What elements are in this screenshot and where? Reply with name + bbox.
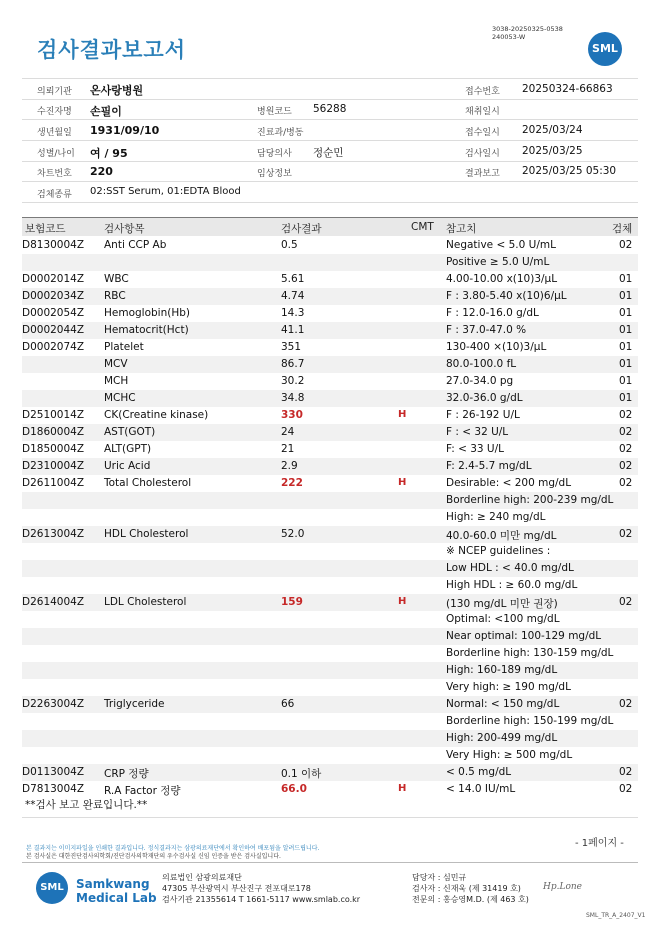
table-row xyxy=(22,730,638,747)
receipt-no-value: 20250324-66863 xyxy=(522,83,613,95)
specimen-label: 검체종류 xyxy=(37,190,72,200)
cell-result: 34.8 xyxy=(281,392,305,404)
table-row xyxy=(22,543,638,560)
report-title: 검사결과보고서 xyxy=(37,38,187,62)
cell-ref: 40.0-60.0 미만 mg/dL xyxy=(446,530,557,542)
table-row xyxy=(22,305,638,322)
cell-result: 66.0 xyxy=(281,783,307,795)
cell-code: D0113004Z xyxy=(22,766,85,778)
divider xyxy=(22,140,638,141)
table-row xyxy=(22,271,638,288)
brand-line: Samkwang xyxy=(76,877,150,891)
cell-result: 351 xyxy=(281,341,302,353)
table-row xyxy=(22,407,638,424)
document-id xyxy=(492,25,563,41)
cell-result: 21 xyxy=(281,443,295,455)
cell-name: Anti CCP Ab xyxy=(104,239,167,251)
cell-spec: 01 xyxy=(619,341,633,353)
cell-name: AST(GOT) xyxy=(104,426,156,438)
cell-result: 330 xyxy=(281,409,303,421)
cell-name: CK(Creatine kinase) xyxy=(104,409,209,421)
receipt-date-value: 2025/03/24 xyxy=(522,124,583,136)
cell-cmt: H xyxy=(398,477,407,488)
cell-code: D0002074Z xyxy=(22,341,85,353)
cell-ref: Desirable: < 200 mg/dL xyxy=(446,477,572,489)
doctor-label: 담당의사 xyxy=(257,149,292,159)
cell-name: Uric Acid xyxy=(104,460,151,472)
cell-spec: 02 xyxy=(619,698,633,710)
page-number: - 1페이지 - xyxy=(575,838,624,849)
cell-code: D7813004Z xyxy=(22,783,85,795)
divider xyxy=(22,78,638,79)
cell-spec: 01 xyxy=(619,324,633,336)
cell-ref: F : 12.0-16.0 g/dL xyxy=(446,307,539,319)
dept-label: 진료과/병동 xyxy=(257,128,304,138)
divider xyxy=(22,181,638,182)
cell-result: 52.0 xyxy=(281,528,305,540)
divider xyxy=(22,161,638,162)
cell-result: 14.3 xyxy=(281,307,305,319)
table-row xyxy=(22,696,638,713)
cell-ref: F: 2.4-5.7 mg/dL xyxy=(446,460,532,472)
cell-ref: 27.0-34.0 pg xyxy=(446,375,514,387)
footer-note: 본 검사실은 대한진단검사의학회/진단검사의학재단의 우수검사실 신임 인증을 받은 검사실입니다. xyxy=(26,853,281,860)
cell-ref: High: ≥ 240 mg/dL xyxy=(446,511,546,523)
table-row xyxy=(22,237,638,254)
cell-ref: Borderline high: 130-159 mg/dL xyxy=(446,647,614,659)
cell-spec: 01 xyxy=(619,375,633,387)
cell-spec: 02 xyxy=(619,596,633,608)
cell-spec: 02 xyxy=(619,528,633,540)
cell-spec: 02 xyxy=(619,766,633,778)
header-code: 보험코드 xyxy=(25,223,66,235)
table-row xyxy=(22,288,638,305)
cell-name: Triglyceride xyxy=(104,698,165,710)
footer-sml-logo: SML xyxy=(36,872,68,904)
cell-code: D0002034Z xyxy=(22,290,85,302)
cell-ref: Optimal: <100 mg/dL xyxy=(446,613,560,625)
cell-code: D2614004Z xyxy=(22,596,85,608)
cell-ref: High: 160-189 mg/dL xyxy=(446,664,558,676)
cell-name: Hemoglobin(Hb) xyxy=(104,307,191,319)
table-row xyxy=(22,526,638,543)
receipt-no-label: 접수번호 xyxy=(465,87,500,97)
cell-name: Platelet xyxy=(104,341,144,353)
form-code: SML_TR_A_2407_V1 xyxy=(586,912,646,919)
table-row xyxy=(22,339,638,356)
cell-ref: F: < 33 U/L xyxy=(446,443,505,455)
cell-ref: 4.00-10.00 x(10)3/μL xyxy=(446,273,558,285)
cell-code: D0002054Z xyxy=(22,307,85,319)
header-result: 검사결과 xyxy=(281,223,322,235)
specimen-value: 02:SST Serum, 01:EDTA Blood xyxy=(90,186,241,197)
cell-ref: 130-400 ×(10)3/μL xyxy=(446,341,547,353)
cell-code: D2510014Z xyxy=(22,409,85,421)
cell-spec: 02 xyxy=(619,239,633,251)
cell-ref: < 0.5 mg/dL xyxy=(446,766,512,778)
signers xyxy=(412,872,529,905)
cell-name: LDL Cholesterol xyxy=(104,596,187,608)
cell-ref: High HDL : ≥ 60.0 mg/dL xyxy=(446,579,578,591)
cell-ref: Positive ≥ 5.0 U/mL xyxy=(446,256,550,268)
divider xyxy=(22,119,638,120)
cell-spec: 02 xyxy=(619,426,633,438)
cell-result: 0.1 이하 xyxy=(281,768,322,780)
cell-code: D0002044Z xyxy=(22,324,85,336)
cell-name: RBC xyxy=(104,290,126,302)
table-row xyxy=(22,322,638,339)
cell-name: ALT(GPT) xyxy=(104,443,152,455)
divider xyxy=(22,217,638,218)
cell-ref: Normal: < 150 mg/dL xyxy=(446,698,560,710)
cell-name: CRP 정량 xyxy=(104,768,149,780)
divider xyxy=(22,862,638,863)
test-date-value: 2025/03/25 xyxy=(522,145,583,157)
signer-line: 전문의 : 홍승영M.D. (제 463 호) xyxy=(412,895,529,904)
test-date-label: 검사일시 xyxy=(465,149,500,159)
institution-value: 온사랑병원 xyxy=(90,84,144,97)
cell-ref: ※ NCEP guidelines : xyxy=(446,545,551,557)
cell-ref: Very High: ≥ 500 mg/dL xyxy=(446,749,573,761)
divider xyxy=(22,817,638,818)
sex-age-label: 성별/나이 xyxy=(37,149,75,159)
collect-label: 채취일시 xyxy=(465,107,500,117)
signer-line: 담당자 : 심민규 xyxy=(412,873,467,882)
table-row xyxy=(22,356,638,373)
signature: Hp.Lone xyxy=(543,882,582,892)
table-row xyxy=(22,458,638,475)
header-spec: 검체 xyxy=(612,223,633,235)
clinical-label: 임상정보 xyxy=(257,169,292,179)
hospital-code-label: 병원코드 xyxy=(257,107,292,117)
table-row xyxy=(22,424,638,441)
table-row xyxy=(22,441,638,458)
document-id-line: 240053-W xyxy=(492,33,526,41)
cell-result: 0.5 xyxy=(281,239,298,251)
institution-label: 의뢰기관 xyxy=(37,87,72,97)
cell-cmt: H xyxy=(398,783,407,794)
dob-label: 생년월일 xyxy=(37,128,72,138)
cell-spec: 01 xyxy=(619,392,633,404)
table-row xyxy=(22,254,638,271)
chart-value: 220 xyxy=(90,165,113,178)
table-row xyxy=(22,781,638,798)
table-row xyxy=(22,747,638,764)
cell-spec: 02 xyxy=(619,477,633,489)
header-ref: 참고치 xyxy=(446,223,477,235)
cell-cmt: H xyxy=(398,409,407,420)
cell-code: D2613004Z xyxy=(22,528,85,540)
cell-cmt: H xyxy=(398,596,407,607)
lab-info-line: 검사기관 21355614 T 1661-5117 www.smlab.co.kr xyxy=(162,895,361,904)
cell-code: D0002014Z xyxy=(22,273,85,285)
table-row xyxy=(22,611,638,628)
cell-ref: Borderline high: 150-199 mg/dL xyxy=(446,715,614,727)
cell-spec: 02 xyxy=(619,443,633,455)
cell-name: Hematocrit(Hct) xyxy=(104,324,189,336)
table-row xyxy=(22,373,638,390)
table-row xyxy=(22,577,638,594)
cell-spec: 01 xyxy=(619,358,633,370)
cell-code: D2310004Z xyxy=(22,460,85,472)
cell-result: 30.2 xyxy=(281,375,305,387)
cell-ref: Very high: ≥ 190 mg/dL xyxy=(446,681,571,693)
footer-note: 본 결과지는 이미지파일을 인쇄한 결과입니다. 정식결과지는 삼광의료재단에서 확인하여 배포됨을 알려드립니다. xyxy=(26,845,320,852)
cell-spec: 01 xyxy=(619,307,633,319)
cell-spec: 01 xyxy=(619,290,633,302)
table-row xyxy=(22,560,638,577)
report-value: 2025/03/25 05:30 xyxy=(522,165,617,177)
cell-ref: 32.0-36.0 g/dL xyxy=(446,392,523,404)
table-row xyxy=(22,764,638,781)
cell-name: MCHC xyxy=(104,392,136,404)
cell-code: D1850004Z xyxy=(22,443,85,455)
cell-name: Total Cholesterol xyxy=(104,477,192,489)
cell-result: 2.9 xyxy=(281,460,298,472)
cell-ref: < 14.0 IU/mL xyxy=(446,783,516,795)
footer-brand xyxy=(76,877,157,905)
cell-code: D2611004Z xyxy=(22,477,85,489)
cell-ref: (130 mg/dL 미만 권장) xyxy=(446,598,558,610)
cell-ref: F : < 32 U/L xyxy=(446,426,509,438)
cell-ref: Low HDL : < 40.0 mg/dL xyxy=(446,562,574,574)
patient-value: 손필이 xyxy=(90,105,122,118)
cell-name: WBC xyxy=(104,273,129,285)
cell-result: 159 xyxy=(281,596,303,608)
cell-code: D8130004Z xyxy=(22,239,85,251)
cell-result: 222 xyxy=(281,477,303,489)
divider xyxy=(22,99,638,100)
cell-code: D2263004Z xyxy=(22,698,85,710)
cell-result: 24 xyxy=(281,426,295,438)
cell-name: HDL Cholesterol xyxy=(104,528,189,540)
lab-info-line: 47305 부산광역시 부산진구 전포대로178 xyxy=(162,884,311,893)
cell-ref: F : 26-192 U/L xyxy=(446,409,520,421)
signer-line: 검사자 : 신재욱 (제 31419 호) xyxy=(412,884,521,893)
table-row xyxy=(22,713,638,730)
sex-age-value: 여 / 95 xyxy=(90,147,128,160)
cell-ref: F : 3.80-5.40 x(10)6/μL xyxy=(446,290,567,302)
cell-result: 86.7 xyxy=(281,358,305,370)
table-row xyxy=(22,475,638,492)
cell-spec: 02 xyxy=(619,460,633,472)
cell-spec: 01 xyxy=(619,273,633,285)
cell-result: 41.1 xyxy=(281,324,305,336)
cell-spec: 02 xyxy=(619,409,633,421)
brand-line: Medical Lab xyxy=(76,891,157,905)
cell-ref: Negative < 5.0 U/mL xyxy=(446,239,556,251)
header-name: 검사항목 xyxy=(104,223,145,235)
table-row xyxy=(22,492,638,509)
cell-result: 4.74 xyxy=(281,290,305,302)
hospital-code-value: 56288 xyxy=(313,103,347,115)
header-cmt: CMT xyxy=(411,221,434,233)
lab-info-line: 의료법인 삼광의료재단 xyxy=(162,873,242,882)
patient-label: 수진자명 xyxy=(37,107,72,117)
cell-name: MCV xyxy=(104,358,128,370)
cell-ref: High: 200-499 mg/dL xyxy=(446,732,558,744)
table-row xyxy=(22,594,638,611)
lab-info xyxy=(162,872,360,905)
report-label: 결과보고 xyxy=(465,169,500,179)
cell-name: MCH xyxy=(104,375,129,387)
document-id-line: 3038-20250325-0538 xyxy=(492,25,563,33)
cell-ref: Borderline high: 200-239 mg/dL xyxy=(446,494,614,506)
cell-ref: Near optimal: 100-129 mg/dL xyxy=(446,630,602,642)
table-row xyxy=(22,628,638,645)
table-row xyxy=(22,662,638,679)
sml-logo: SML xyxy=(588,32,622,66)
cell-result: 66 xyxy=(281,698,295,710)
end-of-report: **검사 보고 완료입니다.** xyxy=(25,799,148,811)
doctor-value: 정순민 xyxy=(313,147,344,159)
receipt-date-label: 접수일시 xyxy=(465,128,500,138)
divider xyxy=(22,202,638,203)
cell-ref: F : 37.0-47.0 % xyxy=(446,324,527,336)
cell-name: R.A Factor 정량 xyxy=(104,785,181,797)
table-row xyxy=(22,509,638,526)
dob-value: 1931/09/10 xyxy=(90,124,160,137)
table-row xyxy=(22,679,638,696)
cell-spec: 02 xyxy=(619,783,633,795)
cell-ref: 80.0-100.0 fL xyxy=(446,358,517,370)
cell-result: 5.61 xyxy=(281,273,305,285)
table-row xyxy=(22,390,638,407)
cell-code: D1860004Z xyxy=(22,426,85,438)
table-row xyxy=(22,645,638,662)
chart-label: 차트번호 xyxy=(37,169,72,179)
